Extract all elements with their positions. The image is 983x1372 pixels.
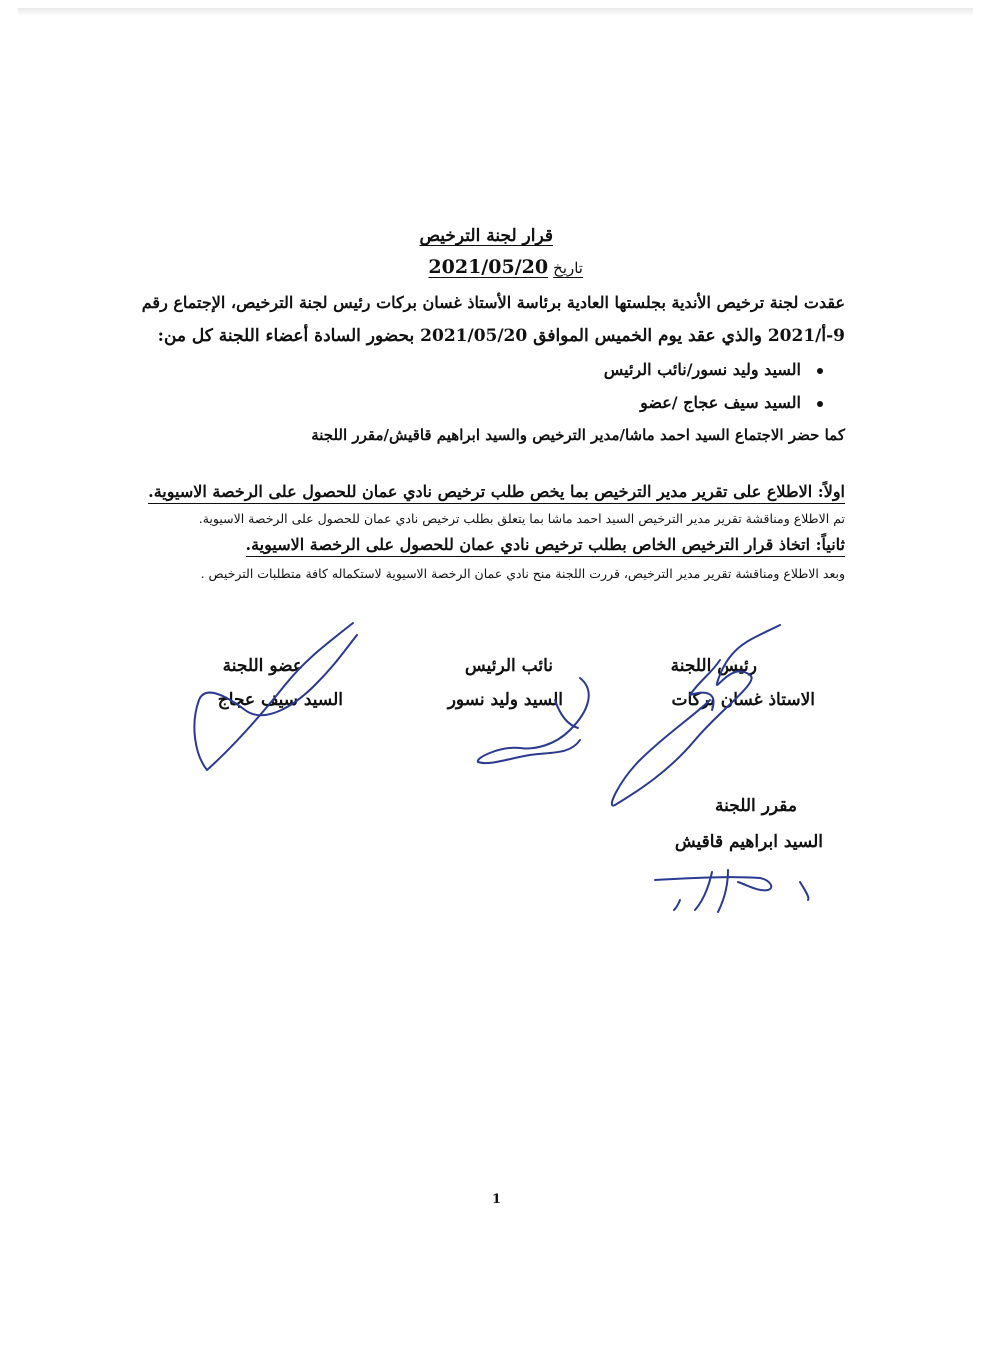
vice-chairman-signature-icon <box>460 670 610 780</box>
bullet-icon <box>817 401 823 407</box>
page-top-edge <box>18 8 973 16</box>
chairman-role: رئيس اللجنة <box>670 656 757 676</box>
attendee-item: السيد سيف عجاج /عضو <box>640 393 823 412</box>
also-present-line: كما حضر الاجتماع السيد احمد ماشا/مدير الترخيص والسيد ابراهيم قاقيش/مقرر اللجنة <box>311 426 845 444</box>
item-2-heading: ثانياً: اتخاذ قرار الترخيص الخاص بطلب ترخيص نادي عمان للحصول على الرخصة الاسيوية. <box>246 535 845 557</box>
member-name: السيد سيف عجاج <box>217 690 343 710</box>
page-number: 1 <box>492 1192 502 1207</box>
item-2-detail: وبعد الاطلاع ومناقشة تقرير مدير الترخيص، قررت اللجنة منح نادي عمان الرخصة الاسيوية لاستكماله كافة متطلبات الترخيص . <box>200 566 845 581</box>
rapporteur-signature-icon <box>650 860 830 920</box>
chairman-name: الاستاذ غسان بركات <box>671 690 815 710</box>
item-1-heading: اولاً: الاطلاع على تقرير مدير الترخيص بما يخص طلب ترخيص نادي عمان للحصول على الرخصة الاسيوية. <box>148 482 845 504</box>
attendee-item: السيد وليد نسور/نائب الرئيس <box>604 360 823 379</box>
chairman-signature-icon <box>600 620 800 820</box>
rapporteur-name: السيد ابراهيم قاقيش <box>674 832 823 852</box>
vice-chairman-name: السيد وليد نسور <box>447 690 563 710</box>
bullet-icon <box>817 368 823 374</box>
member-signature-icon <box>185 615 375 785</box>
item-1-detail: تم الاطلاع ومناقشة تقرير مدير الترخيص السيد احمد ماشا بما يتعلق بطلب ترخيص نادي عمان للحصول على الرخصة الاسيوية. <box>198 511 845 526</box>
date-label: تاريخ <box>553 259 583 277</box>
document-date <box>428 256 583 278</box>
document-title: قرار لجنة الترخيص <box>419 226 553 246</box>
date-value: 2021/05/20 <box>428 256 549 278</box>
vice-chairman-role: نائب الرئيس <box>464 656 553 676</box>
intro-line-2: 9-أ/2021 والذي عقد يوم الخميس الموافق 2021/05/20 بحضور السادة أعضاء اللجنة كل من: <box>157 326 845 346</box>
intro-line-1: عقدت لجنة ترخيص الأندية بجلستها العادية برئاسة الأستاذ غسان بركات رئيس لجنة الترخيص، الإجتماع رقم <box>141 293 845 312</box>
rapporteur-role: مقرر اللجنة <box>715 796 797 816</box>
member-role: عضو اللجنة <box>222 656 303 676</box>
